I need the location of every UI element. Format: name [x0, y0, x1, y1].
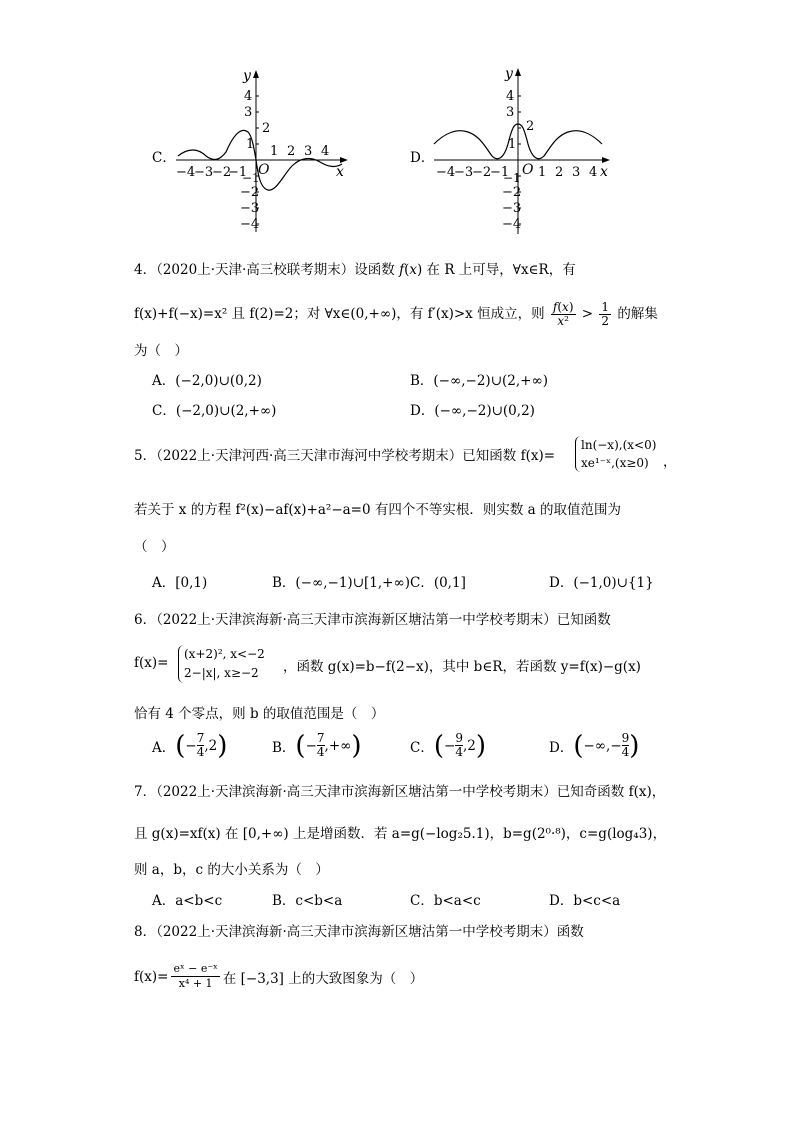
- svg-text:x: x: [600, 164, 608, 180]
- q4-option-d[interactable]: D．(−∞,−2)∪(0,2): [410, 403, 535, 419]
- q6-option-b[interactable]: B． ( − 7 4 ,+∞ ): [272, 730, 362, 761]
- svg-text:3: 3: [244, 105, 253, 120]
- y-label: y: [243, 68, 251, 84]
- y-axis-arrow: [515, 68, 521, 76]
- origin-label: O: [258, 162, 270, 178]
- svg-text:1: 1: [538, 165, 547, 180]
- svg-text:4: 4: [321, 144, 330, 159]
- svg-text:−4: −4: [176, 165, 196, 180]
- x-label: x: [336, 164, 344, 180]
- q7-option-a[interactable]: A．a<b<c: [152, 893, 223, 909]
- q6-option-d[interactable]: D． ( −∞,− $\frac{9}{4}$ ): [549, 730, 640, 761]
- q5-option-c[interactable]: C．(0,1]: [410, 575, 466, 591]
- svg-text:−3: −3: [454, 165, 474, 180]
- q7-line3: 则 a，b，c 的大小关系为（ ）: [134, 862, 329, 878]
- q8-line2: f(x)= $\frac{\text{eˣ − e⁻ˣ}}{\text{x⁴ + 1}}$ 在 [−3,3] 上的大致图象为（ ）: [134, 962, 424, 990]
- q8-head: 8．（2022上·天津滨海新·高三天津市滨海新区塘沽第一中学校考期末）函数: [134, 924, 584, 940]
- x-axis-arrow: [340, 157, 348, 163]
- q5-option-a[interactable]: A．[0,1): [152, 575, 208, 591]
- q6-option-a[interactable]: A． ( − 7 4 ,2 ): [152, 730, 228, 761]
- svg-text:−1: −1: [228, 165, 248, 180]
- q6-option-c[interactable]: C． ( − 9 4 ,2 ): [410, 730, 486, 761]
- q4-line2: f(x)+f(−x)=x² 且 f(2)=2；对 ∀x∈(0,+∞)，有 f′(x)>x 恒成立，则 $\frac{f(x)}{\text{x²}}$ > $\frac{1}{2}$ 的解集: [134, 300, 658, 328]
- svg-text:−4: −4: [436, 165, 456, 180]
- svg-text:1: 1: [270, 144, 279, 159]
- q4-option-c[interactable]: C．(−2,0)∪(2,+∞): [152, 403, 277, 419]
- svg-text:−4: −4: [240, 217, 260, 232]
- option-c-label: C．: [152, 150, 176, 166]
- y-axis-arrow: [253, 70, 259, 78]
- q5-line2: 若关于 x 的方程 f²(x)−af(x)+a²−a=0 有四个不等实根．则实数 a 的取值范围为: [134, 502, 622, 518]
- graph-c: [170, 64, 355, 240]
- svg-text:−2: −2: [212, 165, 232, 180]
- q7-line2: 且 g(x)=xf(x) 在 [0,+∞) 上是增函数．若 a=g(−log₂5.1)，b=g(2⁰·⁸)，c=g(log₄3)，: [134, 826, 667, 842]
- svg-text:−1: −1: [242, 171, 260, 185]
- svg-text:−4: −4: [502, 217, 522, 232]
- graph-d: [428, 62, 618, 240]
- q7-head: 7．（2022上·天津滨海新·高三天津市滨海新区塘沽第一中学校考期末）已知奇函数 f(x)，: [134, 784, 666, 800]
- marker-2: 2: [526, 119, 535, 134]
- q7-option-c[interactable]: C．b<a<c: [410, 893, 481, 909]
- q6-fx: f(x)=: [134, 655, 169, 671]
- svg-text:−2: −2: [502, 185, 522, 200]
- svg-text:−3: −3: [194, 165, 214, 180]
- svg-text:−1: −1: [503, 171, 521, 185]
- svg-text:1: 1: [246, 137, 255, 152]
- q7-option-d[interactable]: D．b<c<a: [549, 893, 621, 909]
- svg-text:3: 3: [572, 165, 581, 180]
- svg-text:4: 4: [589, 165, 598, 180]
- q4-line3: 为（ ）: [134, 343, 188, 359]
- svg-text:3: 3: [506, 105, 515, 120]
- svg-text:2: 2: [287, 144, 296, 159]
- svg-text:O: O: [522, 162, 534, 178]
- svg-text:−2: −2: [472, 165, 492, 180]
- q4-head: 4．（2020上·天津·高三校联考期末）设函数 f(x) 在 R 上可导，∀x∈R，有: [134, 262, 576, 278]
- svg-text:4: 4: [506, 89, 515, 104]
- q6-line2: ，函数 g(x)=b−f(2−x)，其中 b∈R，若函数 y=f(x)−g(x): [283, 659, 641, 675]
- option-d-label: D．: [410, 150, 435, 166]
- svg-text:1: 1: [508, 137, 517, 152]
- svg-text:−1: −1: [490, 165, 510, 180]
- svg-text:3: 3: [304, 144, 313, 159]
- svg-text:y: y: [505, 66, 513, 82]
- q6-line3: 恰有 4 个零点，则 b 的取值范围是（ ）: [134, 706, 385, 722]
- svg-text:−2: −2: [240, 185, 260, 200]
- q5-piecewise: ln(−x),(x<0) xe¹⁻ˣ,(x≥0): [575, 436, 656, 472]
- q4-option-a[interactable]: A．(−2,0)∪(0,2): [152, 373, 262, 389]
- svg-text:−3: −3: [240, 201, 260, 216]
- q5-option-d[interactable]: D．(−1,0)∪{1}: [549, 575, 654, 591]
- q4-option-b[interactable]: B．(−∞,−2)∪(2,+∞): [410, 373, 548, 389]
- svg-text:−3: −3: [502, 201, 522, 216]
- q6-piecewise: (x+2)², x<−2 2−|x|, x≥−2: [178, 645, 265, 683]
- marker-2: 2: [262, 121, 271, 136]
- svg-text:2: 2: [555, 165, 564, 180]
- q5-option-b[interactable]: B．(−∞,−1)∪[1,+∞): [272, 575, 410, 591]
- x-axis-arrow: [602, 157, 610, 163]
- q7-option-b[interactable]: B．c<b<a: [272, 893, 343, 909]
- q5-head: 5．（2022上·天津河西·高三天津市海河中学校考期末）已知函数 f(x)=: [134, 448, 556, 464]
- q5-line3: （ ）: [134, 539, 175, 555]
- svg-text:4: 4: [244, 89, 253, 104]
- q6-head: 6．（2022上·天津滨海新·高三天津市滨海新区塘沽第一中学校考期末）已知函数: [134, 612, 611, 628]
